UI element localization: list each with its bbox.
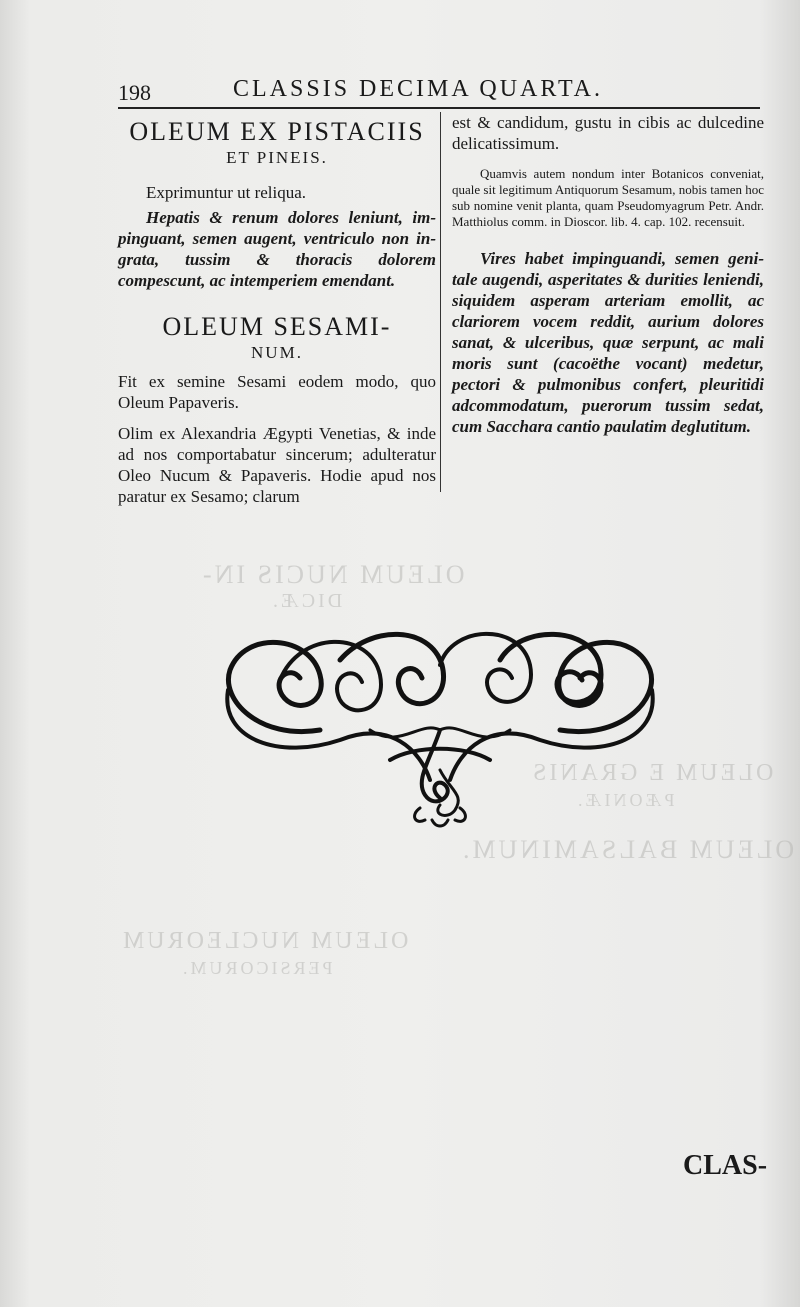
calligraphic-flourish-icon — [220, 620, 660, 830]
header-rule — [118, 107, 760, 109]
page-number: 198 — [118, 80, 151, 105]
paragraph-italic: Hepatis & renum dolores leniunt, impinguant, semen augent, ventriculo non ingrata, tussim & thoracis dolorem compescunt, ac intemperiem emendant. — [118, 208, 436, 290]
show-through-text: OLEUM BALSAMINUM. — [460, 835, 795, 864]
left-column — [118, 118, 436, 507]
show-through-text: OLEUM NUCIS IN- — [200, 560, 465, 589]
running-title: CLASSIS DECIMA QUARTA. — [233, 76, 604, 102]
running-header — [118, 76, 758, 106]
section-subtitle: NUM. — [251, 343, 303, 362]
paragraph: Fit ex semine Sesami eodem modo, quo Oleum Papaveris. — [118, 372, 436, 412]
show-through-text: DICÆ. — [270, 590, 343, 612]
paragraph: Olim ex Alexandria Ægypti Venetias, & inde ad nos comportabatur sincerum; adulteratur Oleo Nucum & Papaveris. Hodie apud nos paratur ex Sesamo; clarum — [118, 424, 436, 506]
show-through-text: PERSICORUM. — [180, 958, 333, 978]
show-through-text: PÆONIÆ. — [575, 790, 675, 810]
paragraph: Exprimuntur ut reliqua. — [146, 183, 307, 202]
show-through-text: OLEUM E GRANIS — [530, 760, 774, 786]
column-rule — [440, 112, 441, 492]
section-subtitle: ET PINEIS. — [226, 148, 328, 167]
right-column — [452, 112, 764, 437]
catchword: CLAS- — [683, 1150, 768, 1181]
paragraph: est & candidum, gustu in cibis ac dulcedine delicatissimum. — [452, 113, 764, 153]
section-title: OLEUM SESAMI- — [162, 312, 392, 341]
show-through-text: OLEUM NUCLEORUM — [120, 928, 409, 954]
paragraph-note: Quamvis autem nondum inter Botanicos conveniat, quale sit legitimum Antiquorum Sesamum, nobis tamen hoc sub nomine venit planta, quam Pseudomyagrum Petr. Andr. Matthiolus comm. in Dioscor. lib. 4. cap. 102. recensuit. — [452, 166, 764, 229]
paragraph-italic: Vires habet impinguandi, semen genitale augendi, asperitates & durities leniendi, siquidem asperam arteriam emollit, ac clariorem vocem reddit, aurium dolores sanat, & ulceribus, quæ serpunt, ac mali moris sunt (cacoëthe vocant) medetur, pectori & pulmonibus confert, pleuritidi adcommodatum, puerorum tussim sedat, cum Sacchara cantio paulatim deglutitum. — [452, 249, 764, 436]
section-title: OLEUM EX PISTACIIS — [129, 117, 425, 146]
